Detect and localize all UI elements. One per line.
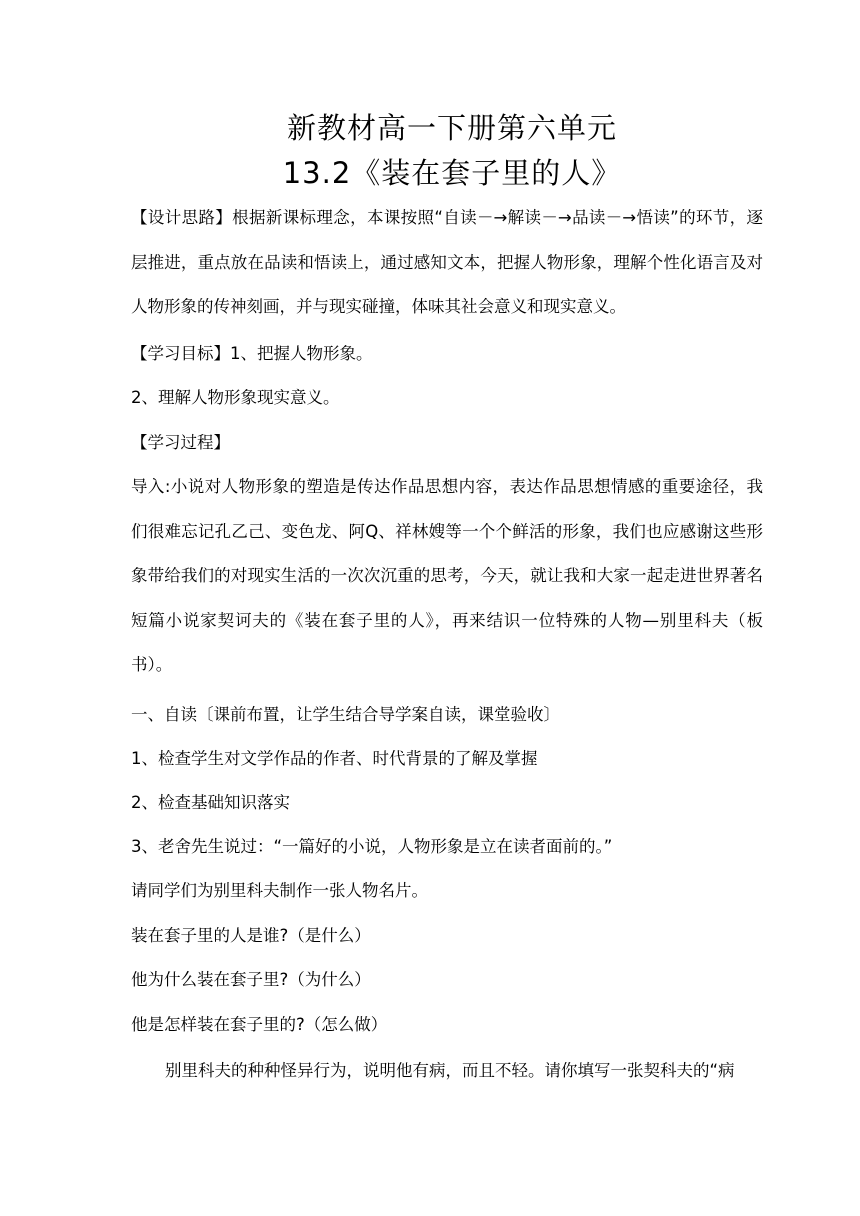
question-why: 他为什么装在套子里?（为什么） <box>131 970 371 989</box>
question-how: 他是怎样装在套子里的?（怎么做） <box>131 1015 388 1034</box>
list-item: 2、检查基础知识落实 <box>131 793 290 812</box>
intro-paragraph: 导入:小说对人物形象的塑造是传达作品思想内容，表达作品思想情感的重要途径，我们很难忘记孔乙己、变色龙、阿Q、祥林嫂等一个个鲜活的形象，我们也应感谢这些形象带给我们的对现实生活的一次次沉重的思考，今天，就让我和大家一起走进世界著名短篇小说家契诃夫的《装在套子里的人》，再来结识一位特殊的人物—别里科夫（板书）。 <box>131 477 763 674</box>
learning-goal-2: 2、理解人物形象现实意义。 <box>131 388 340 407</box>
closing-paragraph: 别里科夫的种种怪异行为，说明他有病，而且不轻。请你填写一张契科夫的“病 <box>165 1061 735 1080</box>
design-idea-paragraph: 【设计思路】根据新课标理念，本课按照“自读－→解读－→品读－→悟读”的环节，逐层推进，重点放在品读和悟读上，通过感知文本，把握人物形象，理解个性化语言及对人物形象的传神刻画，并与现实碰撞，体味其社会意义和现实意义。 <box>131 208 763 316</box>
list-item: 1、检查学生对文学作品的作者、时代背景的了解及掌握 <box>131 749 538 768</box>
learning-process-heading: 【学习过程】 <box>131 433 230 452</box>
list-item: 3、老舍先生说过：“一篇好的小说，人物形象是立在读者面前的。” <box>131 837 613 856</box>
document-title-line-2: 13.2《装在套子里的人》 <box>282 156 622 190</box>
learning-goal-1: 【学习目标】1、把握人物形象。 <box>131 344 373 363</box>
question-what: 装在套子里的人是谁?（是什么） <box>131 926 371 945</box>
document-title-line-1: 新教材高一下册第六单元 <box>286 111 617 145</box>
name-card-task: 请同学们为别里科夫制作一张人物名片。 <box>131 881 428 900</box>
section-self-reading: 一、自读〔课前布置，让学生结合导学案自读，课堂验收〕 <box>131 705 560 724</box>
